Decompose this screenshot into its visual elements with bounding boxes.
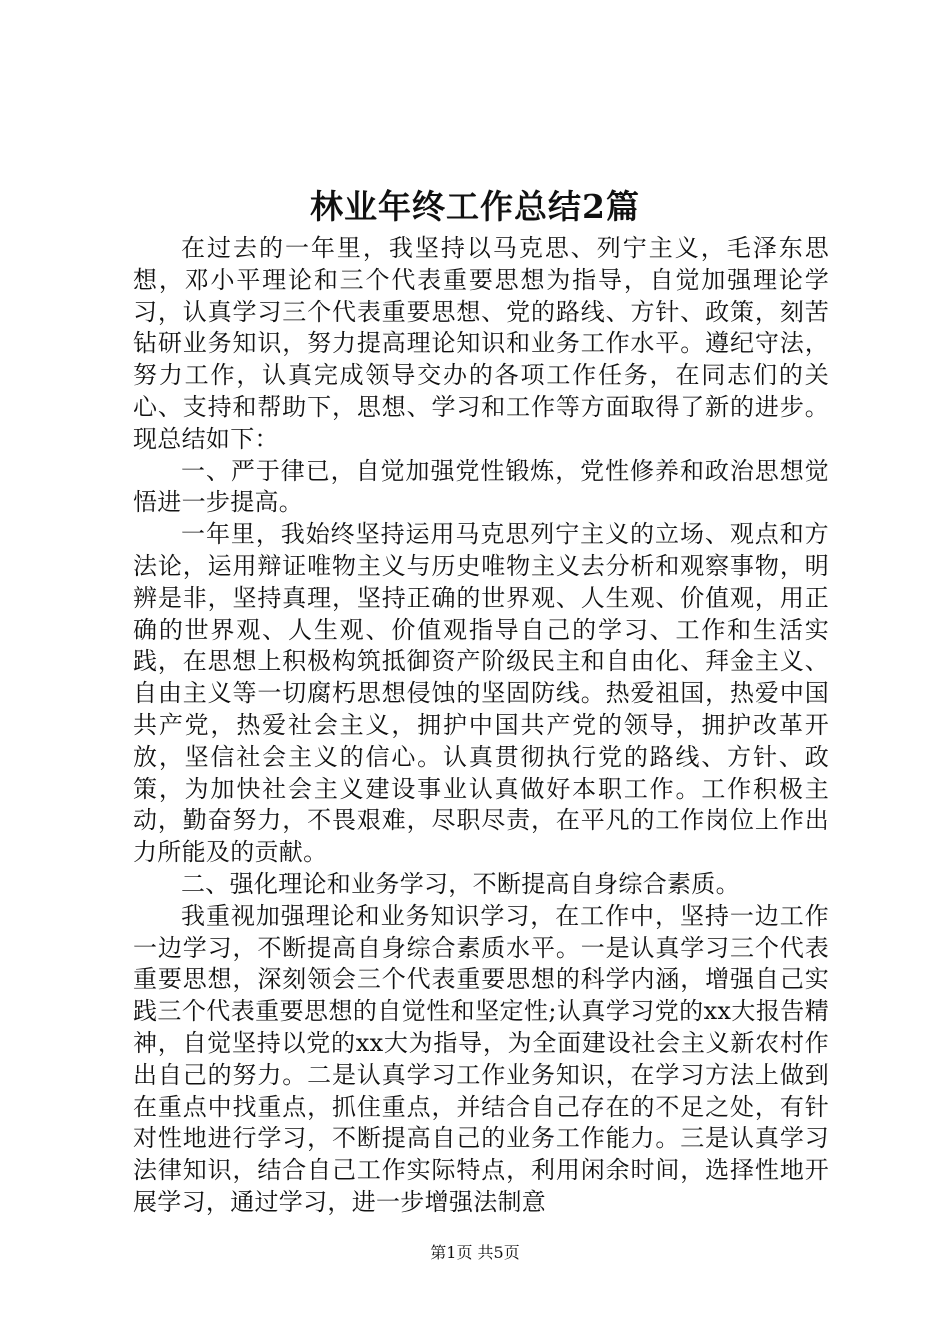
paragraph-intro: 在过去的一年里，我坚持以马克思、列宁主义，毛泽东思想，邓小平理论和三个代表重要思想为指导，自觉加强理论学习，认真学习三个代表重要思想、党的路线、方针、政策，刻苦钻研业务知识，努力提高理论知识和业务工作水平。遵纪守法，努力工作，认真完成领导交办的各项工作任务，在同志们的关心、支持和帮助下，思想、学习和工作等方面取得了新的进步。现总结如下： (133, 234, 829, 453)
section-heading-1: 一、严于律已，自觉加强党性锻炼，党性修养和政治思想觉悟进一步提高。 (133, 456, 829, 517)
paragraph-section-2: 我重视加强理论和业务知识学习，在工作中，坚持一边工作一边学习，不断提高自身综合素质水平。一是认真学习三个代表重要思想，深刻领会三个代表重要思想的科学内涵，增强自己实践三个代表重要思想的自觉性和坚定性;认真学习党的xx大报告精神，自觉坚持以党的xx大为指导，为全面建设社会主义新农村作出自己的努力。二是认真学习工作业务知识，在学习方法上做到在重点中找重点，抓住重点，并结合自己存在的不足之处，有针对性地进行学习，不断提高自己的业务工作能力。三是认真学习法律知识，结合自己工作实际特点，利用闲余时间，选择性地开展学习，通过学习，进一步增强法制意 (133, 901, 829, 1216)
section-heading-2: 二、强化理论和业务学习，不断提高自身综合素质。 (181, 869, 740, 898)
document-title: 林业年终工作总结2篇 (310, 187, 640, 226)
page-footer: 第1页 共5页 (430, 1243, 520, 1262)
paragraph-section-1: 一年里，我始终坚持运用马克思列宁主义的立场、观点和方法论，运用辩证唯物主义与历史唯物主义去分析和观察事物，明辨是非，坚持真理，坚持正确的世界观、人生观、价值观，用正确的世界观、人生观、价值观指导自己的学习、工作和生活实践，在思想上积极构筑抵御资产阶级民主和自由化、拜金主义、自由主义等一切腐朽思想侵蚀的坚固防线。热爱祖国，热爱中国共产党，热爱社会主义，拥护中国共产党的领导，拥护改革开放，坚信社会主义的信心。认真贯彻执行党的路线、方针、政策，为加快社会主义建设事业认真做好本职工作。工作积极主动，勤奋努力，不畏艰难，尽职尽责，在平凡的工作岗位上作出力所能及的贡献。 (133, 520, 829, 867)
document-body (133, 233, 829, 1219)
